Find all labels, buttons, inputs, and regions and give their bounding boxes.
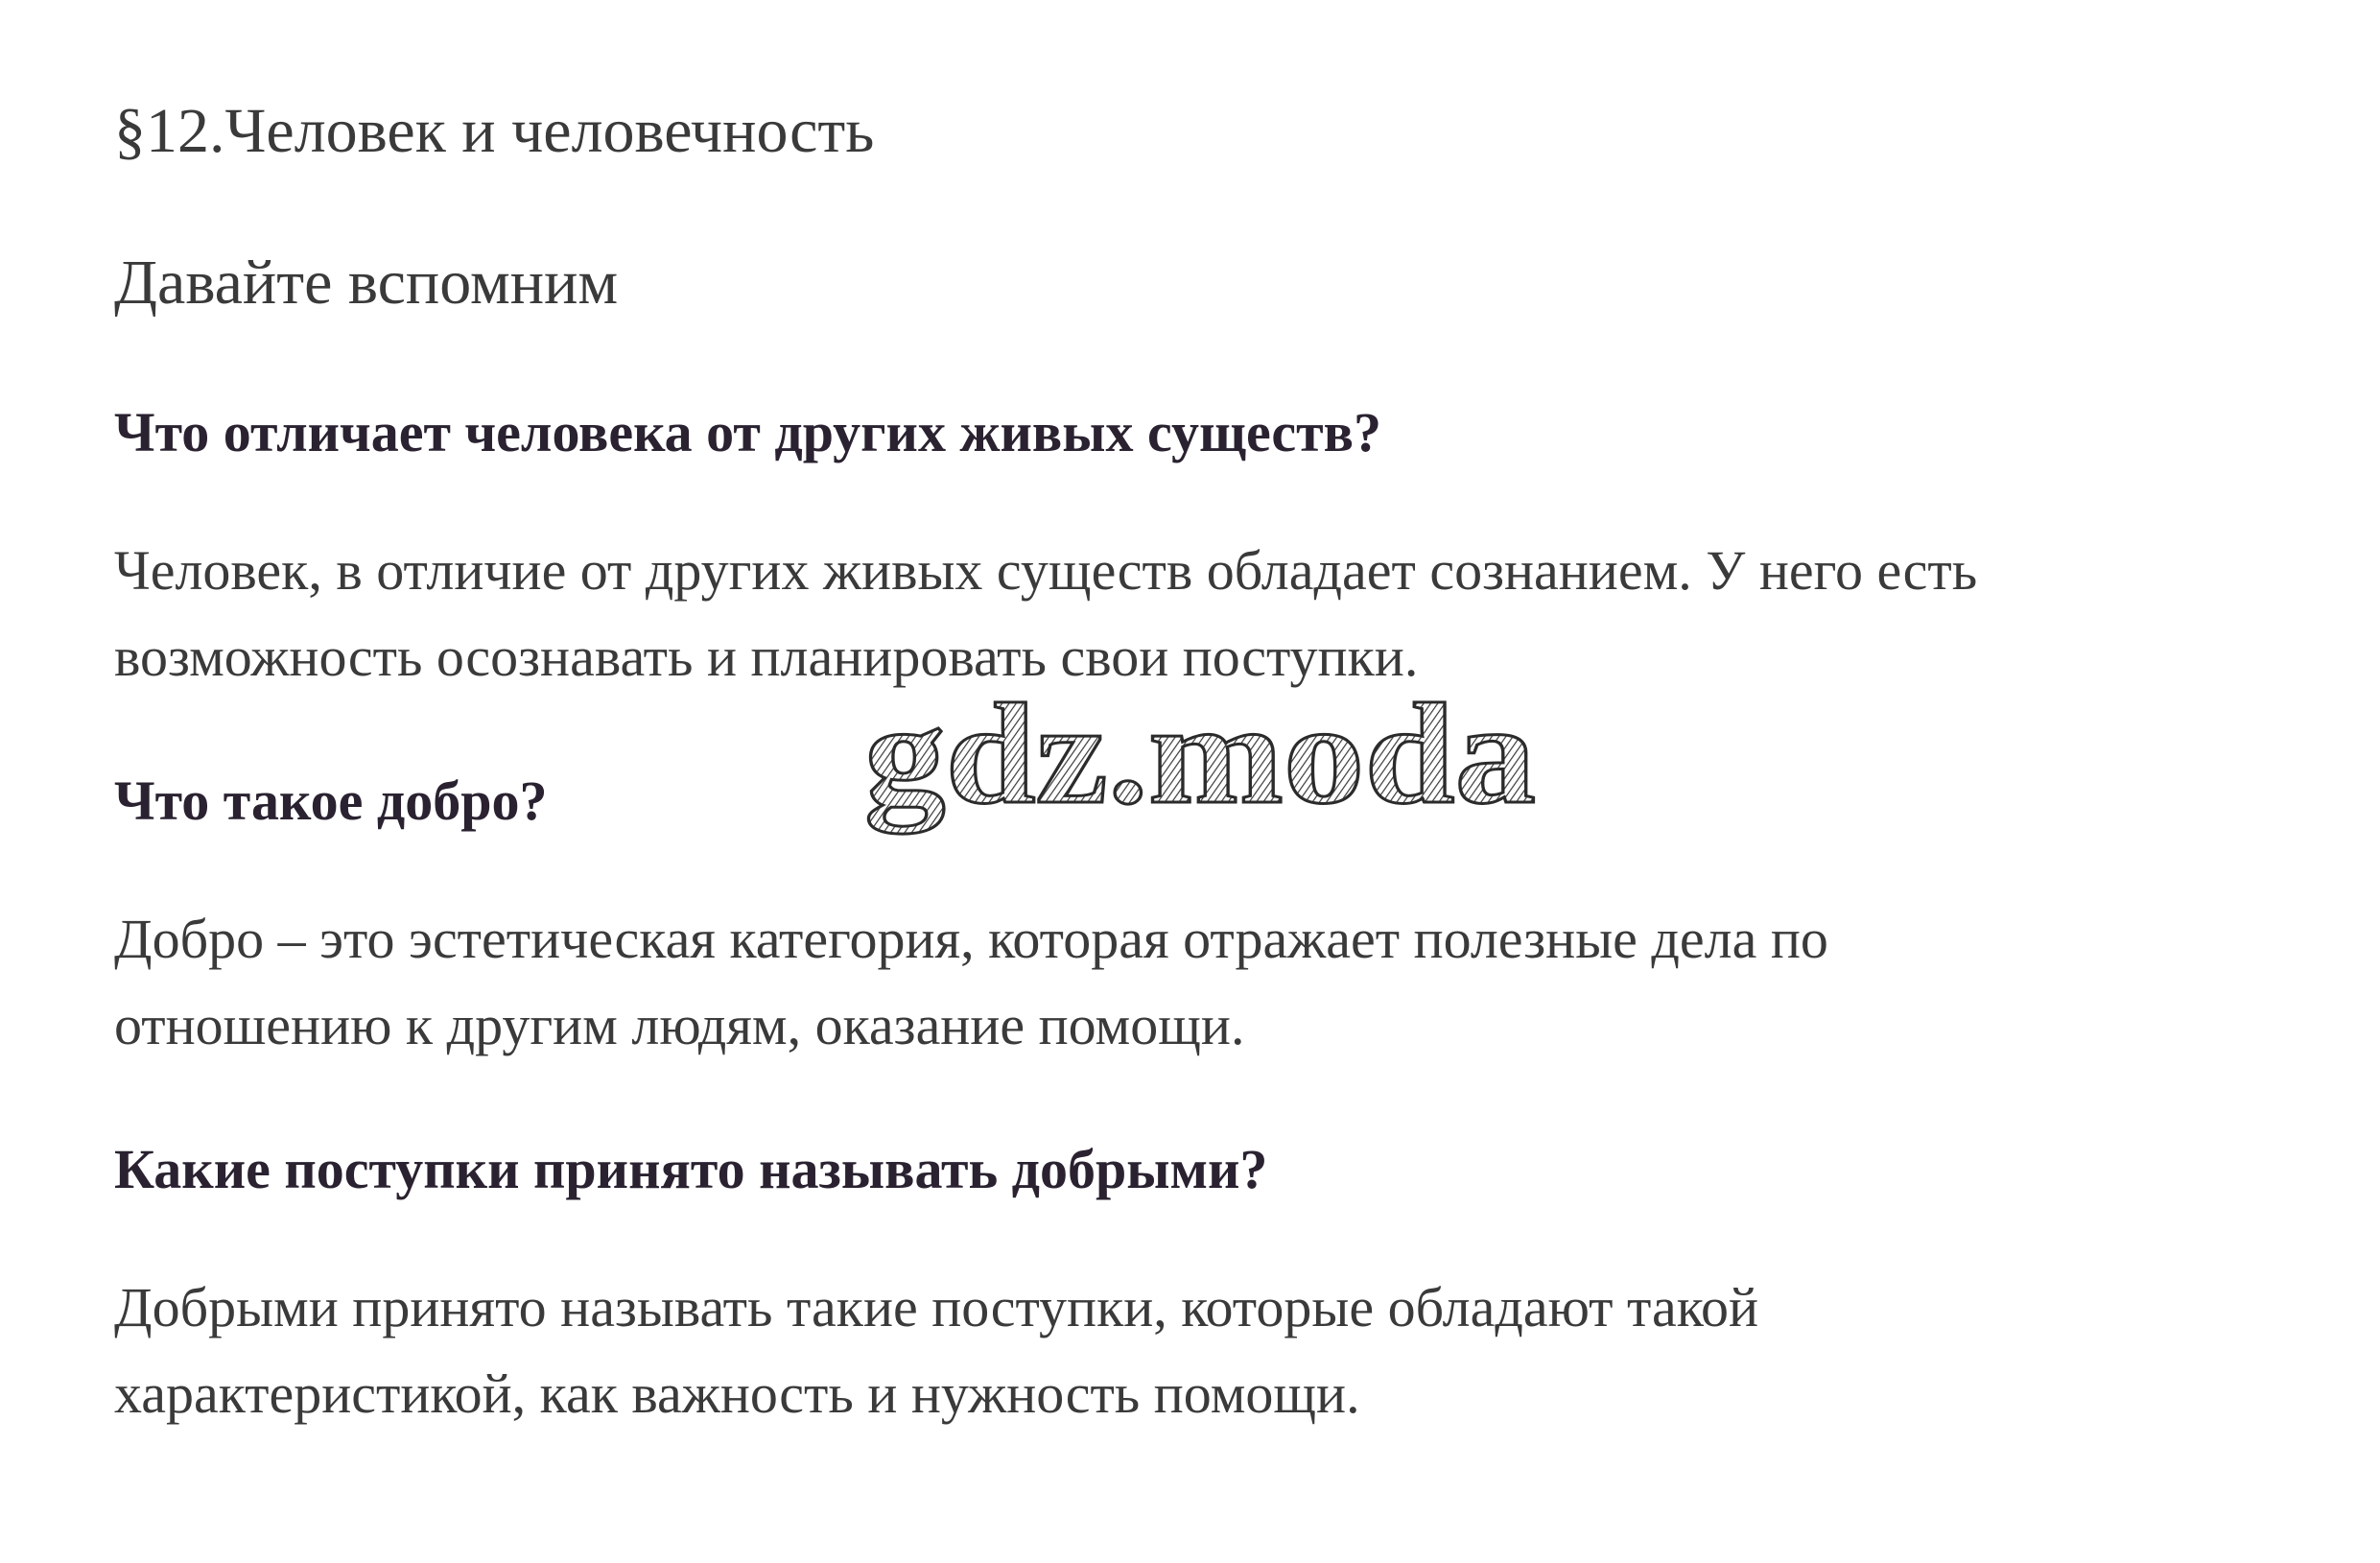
answer-2-line-1: Добро – это эстетическая категория, которая отражает полезные дела по xyxy=(114,908,1828,970)
question-2: Что такое добро? xyxy=(114,770,548,832)
section-title: §12.Человек и человечность xyxy=(114,96,875,166)
section-subtitle: Давайте вспомним xyxy=(114,248,619,318)
watermark-logo xyxy=(857,679,1547,842)
answer-1-line-1: Человек, в отличие от других живых существ обладает сознанием. У него есть xyxy=(114,539,1978,602)
question-3: Какие поступки принято называть добрыми? xyxy=(114,1138,1268,1200)
answer-1-line-2: возможность осознавать и планировать свои поступки. xyxy=(114,626,1419,688)
answer-3-line-1: Добрыми принято называть такие поступки, которые обладают такой xyxy=(114,1276,1759,1338)
answer-3-line-2: характеристикой, как важность и нужность помощи. xyxy=(114,1362,1360,1425)
watermark-text: gdz.moda xyxy=(864,679,1536,834)
answer-2-line-2: отношению к другим людям, оказание помощи. xyxy=(114,994,1245,1056)
question-1: Что отличает человека от других живых существ? xyxy=(114,401,1381,463)
